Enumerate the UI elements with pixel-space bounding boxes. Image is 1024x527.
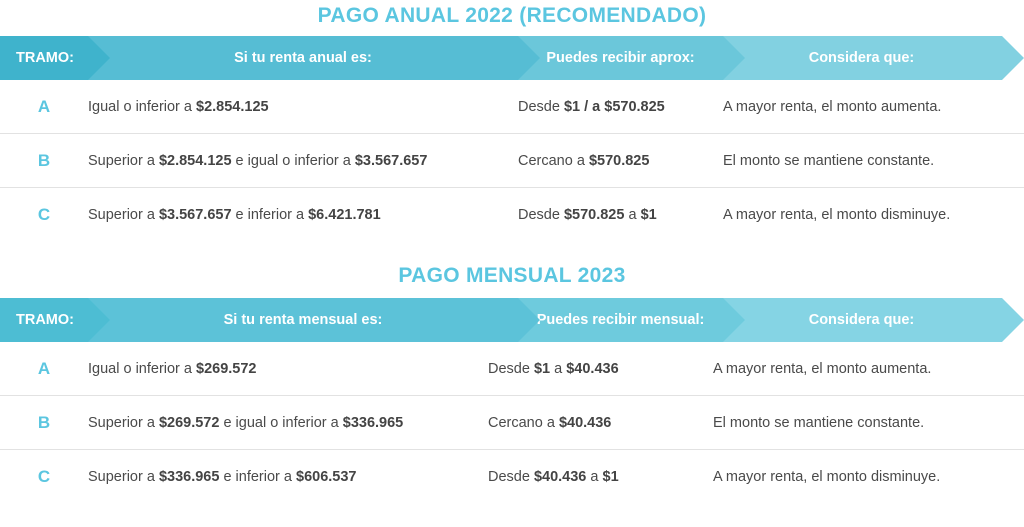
row-considera: El monto se mantiene constante.	[723, 152, 935, 169]
row-renta	[88, 361, 488, 377]
renta-text-pre: Superior a	[88, 414, 159, 431]
table-monthly	[0, 342, 1024, 504]
row-considera: A mayor renta, el monto aumenta.	[723, 98, 942, 115]
table-row	[0, 450, 1024, 504]
renta-value-2: $336.965	[342, 414, 404, 431]
recibir-value-1: $570.825	[588, 152, 650, 169]
row-renta	[88, 99, 518, 115]
row-renta	[88, 415, 488, 431]
row-tramo: C	[37, 205, 51, 224]
row-tramo: C	[37, 467, 51, 486]
row-renta	[88, 207, 518, 223]
renta-value-1: $336.965	[158, 469, 220, 485]
header-arrow-tip	[1002, 298, 1024, 342]
header-cell-tramo: TRAMO:	[0, 298, 88, 342]
recibir-value-2: $1	[640, 207, 657, 223]
renta-text-mid: e inferior a	[231, 207, 309, 223]
recibir-value-1: $40.436	[533, 469, 587, 485]
row-recibir	[488, 361, 713, 377]
renta-text-pre: Igual o inferior a	[88, 98, 197, 115]
renta-text-pre: Igual o inferior a	[88, 360, 197, 377]
row-tramo: B	[37, 412, 51, 432]
row-recibir	[488, 415, 713, 431]
row-recibir	[518, 207, 723, 223]
recibir-text-pre: Desde	[518, 207, 564, 223]
table-row	[0, 396, 1024, 450]
row-considera: El monto se mantiene constante.	[713, 414, 925, 431]
row-recibir	[518, 99, 723, 115]
row-considera: A mayor renta, el monto aumenta.	[713, 360, 932, 377]
recibir-text-pre: Cercano a	[518, 152, 589, 169]
row-tramo: B	[37, 150, 51, 170]
table-annual	[0, 80, 1024, 242]
recibir-text-mid: a	[624, 207, 641, 223]
row-tramo: A	[37, 358, 51, 378]
row-renta	[88, 469, 488, 485]
section-title-monthly: PAGO MENSUAL 2023	[398, 264, 626, 287]
renta-value-2: $3.567.657	[354, 152, 428, 169]
renta-value-1: $2.854.125	[158, 152, 232, 169]
header-cell-renta: Si tu renta anual es:	[88, 36, 518, 80]
recibir-text-pre: Desde	[488, 469, 534, 485]
table-row	[0, 188, 1024, 242]
row-considera: A mayor renta, el monto disminuye.	[713, 469, 941, 485]
row-recibir	[488, 469, 713, 485]
recibir-text-mid: a	[550, 360, 567, 377]
renta-text-pre: Superior a	[88, 207, 159, 223]
header-arrow-tip	[1002, 36, 1024, 80]
header-cell-recibir: Puedes recibir mensual:	[518, 298, 723, 342]
row-recibir	[518, 153, 723, 169]
table-row	[0, 342, 1024, 396]
renta-text-mid: e igual o inferior a	[231, 152, 355, 169]
renta-value-2: $606.537	[296, 469, 357, 485]
recibir-text-pre: Cercano a	[488, 414, 559, 431]
table-header-annual	[0, 36, 1024, 80]
recibir-text-mid: a	[586, 469, 603, 485]
renta-value-2: $6.421.781	[308, 207, 381, 223]
row-renta	[88, 153, 518, 169]
recibir-value-1: $40.436	[558, 414, 612, 431]
renta-value-1: $269.572	[196, 360, 257, 377]
table-header-monthly	[0, 298, 1024, 342]
recibir-value-2: $1	[602, 469, 619, 485]
section-title-annual: PAGO ANUAL 2022 (RECOMENDADO)	[317, 4, 707, 27]
row-tramo: A	[37, 96, 51, 116]
renta-text-pre: Superior a	[88, 469, 159, 485]
recibir-value-1: $1	[533, 360, 551, 377]
renta-value-1: $2.854.125	[196, 98, 269, 115]
header-cell-tramo: TRAMO:	[0, 36, 88, 80]
recibir-value-1: $570.825	[563, 207, 625, 223]
header-cell-recibir: Puedes recibir aprox:	[518, 36, 723, 80]
table-row	[0, 134, 1024, 188]
renta-value-1: $269.572	[158, 414, 220, 431]
header-cell-considera: Considera que:	[723, 298, 1024, 342]
renta-text-pre: Superior a	[88, 152, 159, 169]
recibir-value-1: $1 / a $570.825	[563, 98, 665, 115]
renta-text-mid: e inferior a	[219, 469, 296, 485]
header-cell-considera: Considera que:	[723, 36, 1024, 80]
table-row	[0, 80, 1024, 134]
renta-text-mid: e igual o inferior a	[219, 414, 343, 431]
renta-value-1: $3.567.657	[158, 207, 232, 223]
header-cell-renta: Si tu renta mensual es:	[88, 298, 518, 342]
recibir-text-pre: Desde	[518, 98, 564, 115]
bottom-spacer	[0, 504, 1024, 507]
row-considera: A mayor renta, el monto disminuye.	[723, 207, 951, 223]
recibir-value-2: $40.436	[566, 360, 619, 377]
recibir-text-pre: Desde	[488, 360, 534, 377]
